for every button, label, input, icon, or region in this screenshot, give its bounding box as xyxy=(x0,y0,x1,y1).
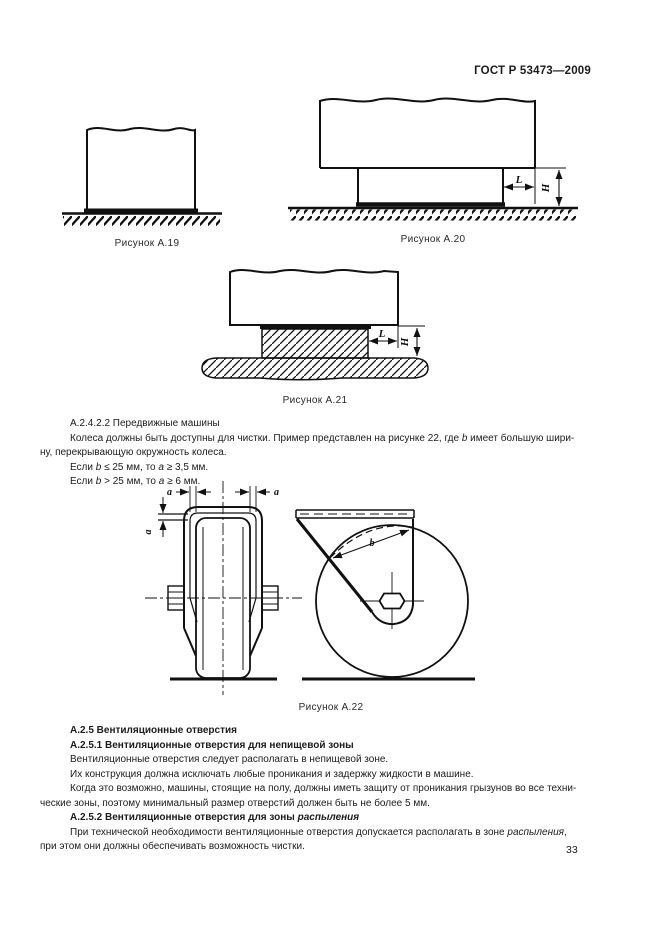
figure-a22-side-view xyxy=(296,510,475,679)
section-a252-para-cont: при этом они должны обеспечивать возможность чистки. xyxy=(40,841,305,852)
figure-a20-drawing xyxy=(288,99,578,221)
section-a251-line3b: ческие зоны, поэтому минимальный размер отверстий должен быть не более 5 мм. xyxy=(40,797,430,809)
section-a2422-cond1: Если b ≤ 25 мм, то a ≥ 3,5 мм. xyxy=(70,461,209,473)
fig21-dim-l-label: L xyxy=(378,328,386,340)
fig20-dim-l-label: L xyxy=(515,174,523,186)
section-a2422-cond2: Если b > 25 мм, то a ≥ 6 мм. xyxy=(70,476,201,487)
fig22-caption: Рисунок А.22 xyxy=(298,702,364,713)
fig22-dim-a-right-label: a xyxy=(274,487,279,498)
section-a252-heading: А.2.5.2 Вентиляционные отверстия для зоны распыления xyxy=(70,812,360,823)
fig20-dim-h-label: H xyxy=(540,183,552,193)
section-a251-line2: Их конструкция должна исключать любые проникания и задержку жидкости в машине. xyxy=(70,768,474,780)
section-a25 xyxy=(40,724,640,855)
section-a251-heading: А.2.5.1 Вентиляционные отверстия для непищевой зоны xyxy=(70,739,354,751)
fig21-dim-h-label: H xyxy=(399,337,411,347)
fig19-caption: Рисунок А.19 xyxy=(114,238,180,249)
section-a2422 xyxy=(40,417,640,490)
figure-a22-front-view xyxy=(145,481,302,695)
section-a2422-para1: Колеса должны быть доступны для чистки. Пример представлен на рисунке 22, где b имеет большую шири- xyxy=(70,432,575,444)
figure-a19-drawing xyxy=(62,128,222,226)
section-a251-line1: Вентиляционные отверстия следует располагать в непищевой зоне. xyxy=(70,754,389,765)
section-a252-para: При технической необходимости вентиляционные отверстия допускается располагать в зоне распыления, xyxy=(70,826,567,838)
section-a251-line3a: Когда это возможно, машины, стоящие на полу, должны иметь защиту от проникания грызунов во все техни- xyxy=(70,783,577,794)
section-a2422-heading: А.2.4.2.2 Передвижные машины xyxy=(70,418,220,429)
fig20-caption: Рисунок А.20 xyxy=(400,234,466,245)
fig22-dim-a-side-label: a xyxy=(143,529,154,535)
section-a25-heading: А.2.5 Вентиляционные отверстия xyxy=(70,725,237,736)
section-a2422-para1-cont: ну, перекрывающую окружность колеса. xyxy=(40,447,227,458)
page-number: 33 xyxy=(566,844,578,856)
fig21-caption: Рисунок А.21 xyxy=(282,395,348,406)
figure-a21-drawing xyxy=(202,270,428,380)
fig22-dim-a-left-label: a xyxy=(167,487,172,498)
fig22-dim-b-label: b xyxy=(369,538,375,549)
doc-number: ГОСТ Р 53473—2009 xyxy=(474,65,591,77)
